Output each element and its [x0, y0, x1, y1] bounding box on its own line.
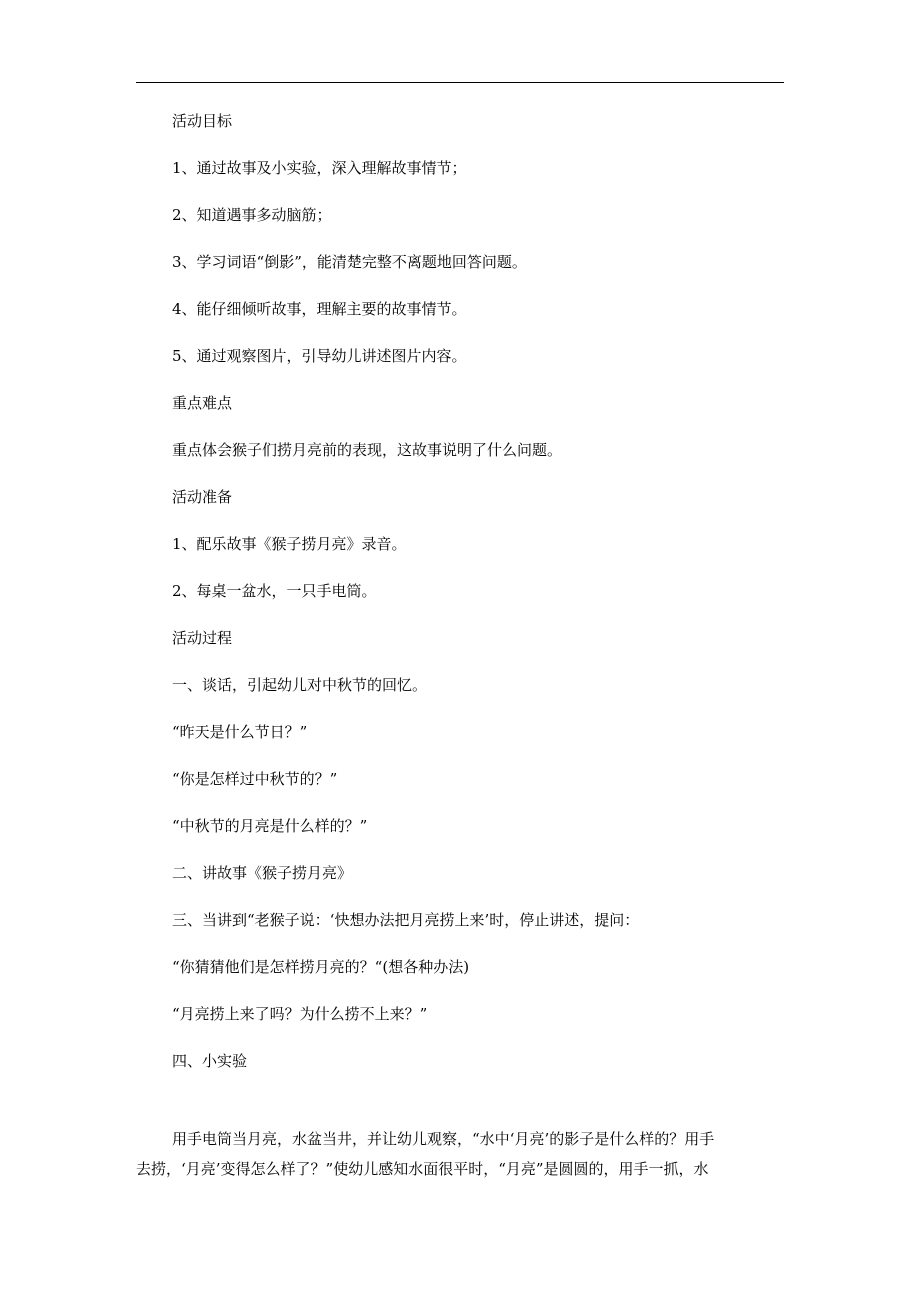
objective-item: 4、能仔细倾听故事，理解主要的故事情节。 [172, 300, 467, 318]
paragraph-line: 去捞，‘月亮’变得怎么样了？”使幼儿感知水面很平时，“月亮”是圆圆的，用手一抓，水 [136, 1160, 709, 1178]
objective-item: 5、通过观察图片，引导幼儿讲述图片内容。 [172, 347, 467, 365]
header-rule [136, 82, 784, 83]
question-line: “昨天是什么节日？” [172, 723, 308, 741]
section-heading-objectives: 活动目标 [172, 112, 233, 130]
process-step: 四、小实验 [172, 1052, 248, 1070]
process-step: 一、谈话，引起幼儿对中秋节的回忆。 [172, 676, 428, 694]
objective-item: 2、知道遇事多动脑筋； [172, 206, 332, 224]
preparation-item: 1、配乐故事《猴子捞月亮》录音。 [172, 535, 407, 553]
section-heading-process: 活动过程 [172, 629, 233, 647]
process-step: 二、讲故事《猴子捞月亮》 [172, 864, 353, 882]
experiment-paragraph [136, 1124, 784, 1184]
process-step: 三、当讲到“老猴子说：‘快想办法把月亮捞上来’时，停止讲述，提问： [172, 911, 640, 929]
question-line: “中秋节的月亮是什么样的？” [172, 817, 368, 835]
section-heading-key-points: 重点难点 [172, 394, 233, 412]
document-body [172, 109, 784, 1096]
section-heading-preparation: 活动准备 [172, 488, 233, 506]
question-line: “月亮捞上来了吗？为什么捞不上来？” [172, 1005, 428, 1023]
preparation-item: 2、每桌一盆水，一只手电筒。 [172, 582, 377, 600]
question-line: “你猜猜他们是怎样捞月亮的？“(想各种办法) [172, 958, 470, 976]
question-line: “你是怎样过中秋节的？” [172, 770, 338, 788]
objective-item: 3、学习词语“倒影”，能清楚完整不离题地回答问题。 [172, 253, 527, 271]
key-point-text: 重点体会猴子们捞月亮前的表现，这故事说明了什么问题。 [172, 441, 563, 459]
paragraph-line: 用手电筒当月亮，水盆当井，并让幼儿观察，“水中‘月亮’的影子是什么样的？用手 [172, 1130, 715, 1148]
objective-item: 1、通过故事及小实验，深入理解故事情节； [172, 159, 467, 177]
